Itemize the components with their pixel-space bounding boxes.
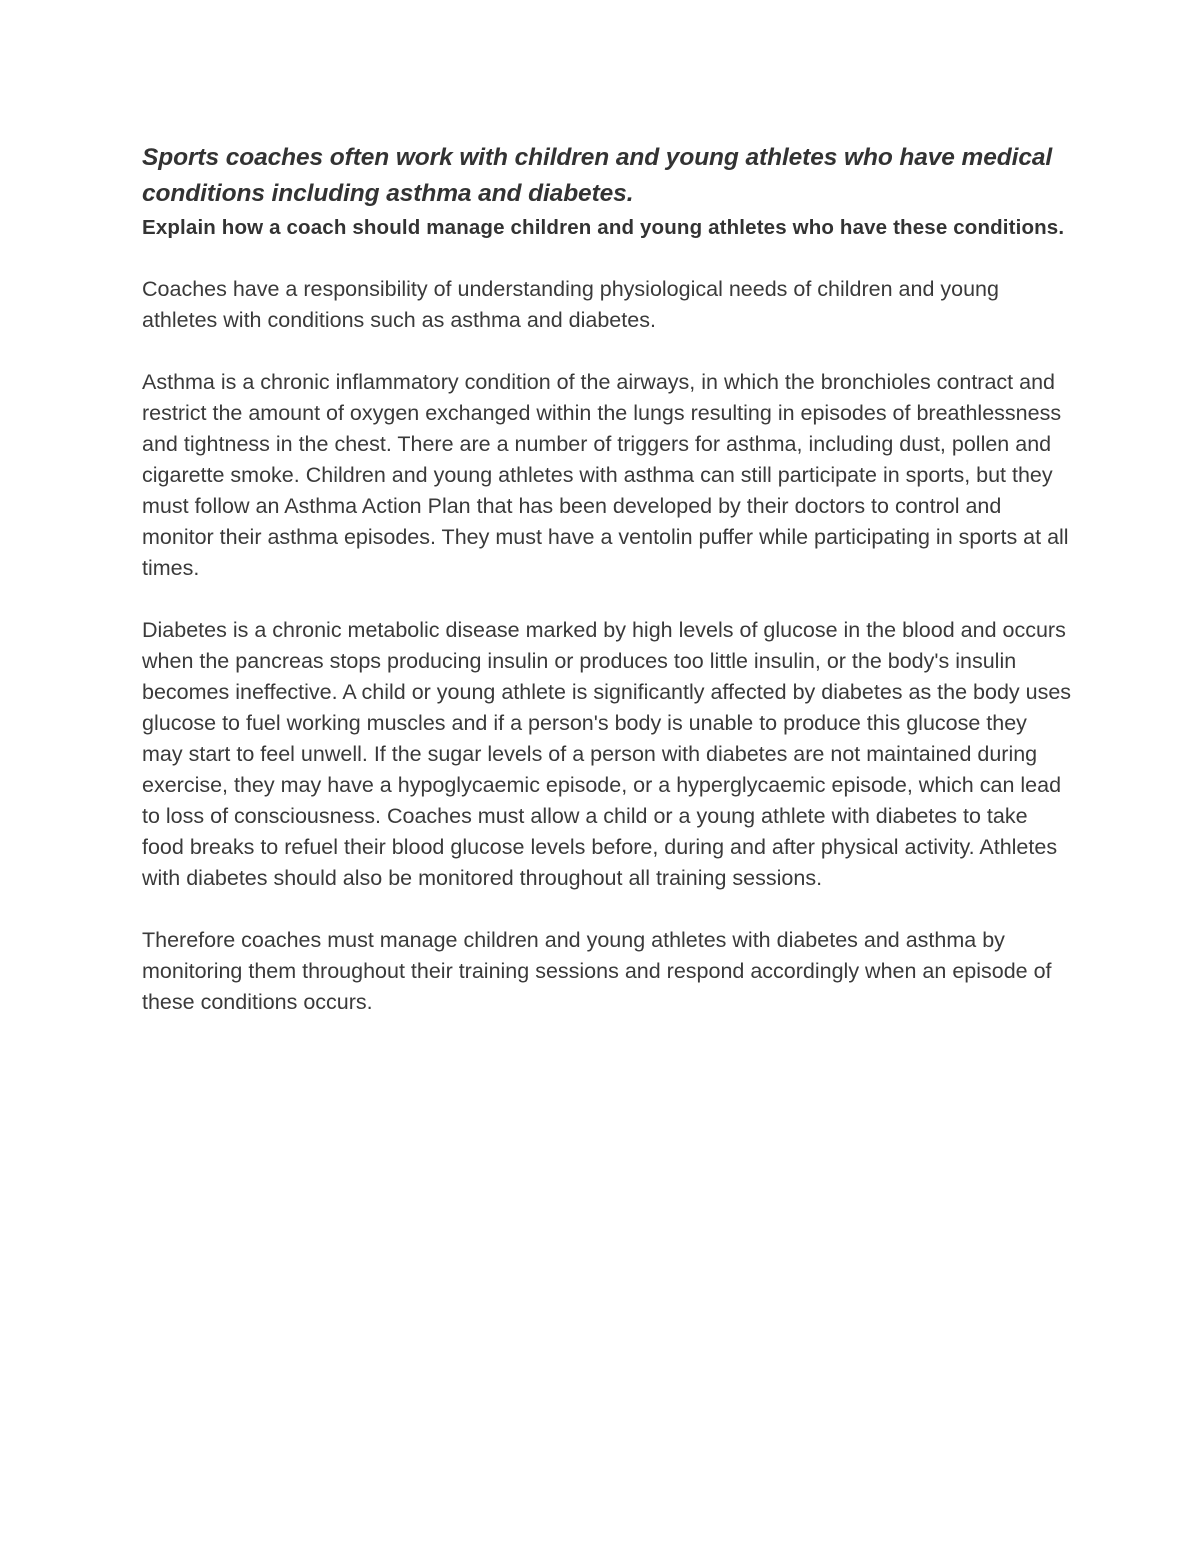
paragraph-diabetes: Diabetes is a chronic metabolic disease marked by high levels of glucose in the blood and occurs when the pancreas stops producing insulin or produces too little insulin, or the body's insulin becomes ineffective. A child or young athlete is significantly affected by diabetes as the body uses glucose to fuel working muscles and if a person's body is unable to produce this glucose they may start to feel unwell. If the sugar levels of a person with diabetes are not maintained during exercise, they may have a hypoglycaemic episode, or a hyperglycaemic episode, which can lead to loss of consciousness. Coaches must allow a child or a young athlete with diabetes to take food breaks to refuel their blood glucose levels before, during and after physical activity. Athletes with diabetes should also be monitored throughout all training sessions. xyxy=(142,618,1072,890)
paragraph-conclusion: Therefore coaches must manage children and young athletes with diabetes and asthma by monitoring them throughout their training sessions and respond accordingly when an episode of these conditions occurs. xyxy=(142,928,1052,1014)
document-content xyxy=(142,140,1072,1049)
question-heading: Sports coaches often work with children and young athletes who have medical conditions including asthma and diabetes. xyxy=(142,144,1053,207)
instruction-heading: Explain how a coach should manage children and young athletes who have these conditions. xyxy=(142,216,1065,239)
paragraph-asthma: Asthma is a chronic inflammatory condition of the airways, in which the bronchioles contract and restrict the amount of oxygen exchanged within the lungs resulting in episodes of breathlessness and tightness in the chest. There are a number of triggers for asthma, including dust, pollen and cigarette smoke. Children and young athletes with asthma can still participate in sports, but they must follow an Asthma Action Plan that has been developed by their doctors to control and monitor their asthma episodes. They must have a ventolin puffer while participating in sports at all times. xyxy=(142,370,1069,580)
paragraph-intro: Coaches have a responsibility of understanding physiological needs of children and young athletes with conditions such as asthma and diabetes. xyxy=(142,277,999,332)
